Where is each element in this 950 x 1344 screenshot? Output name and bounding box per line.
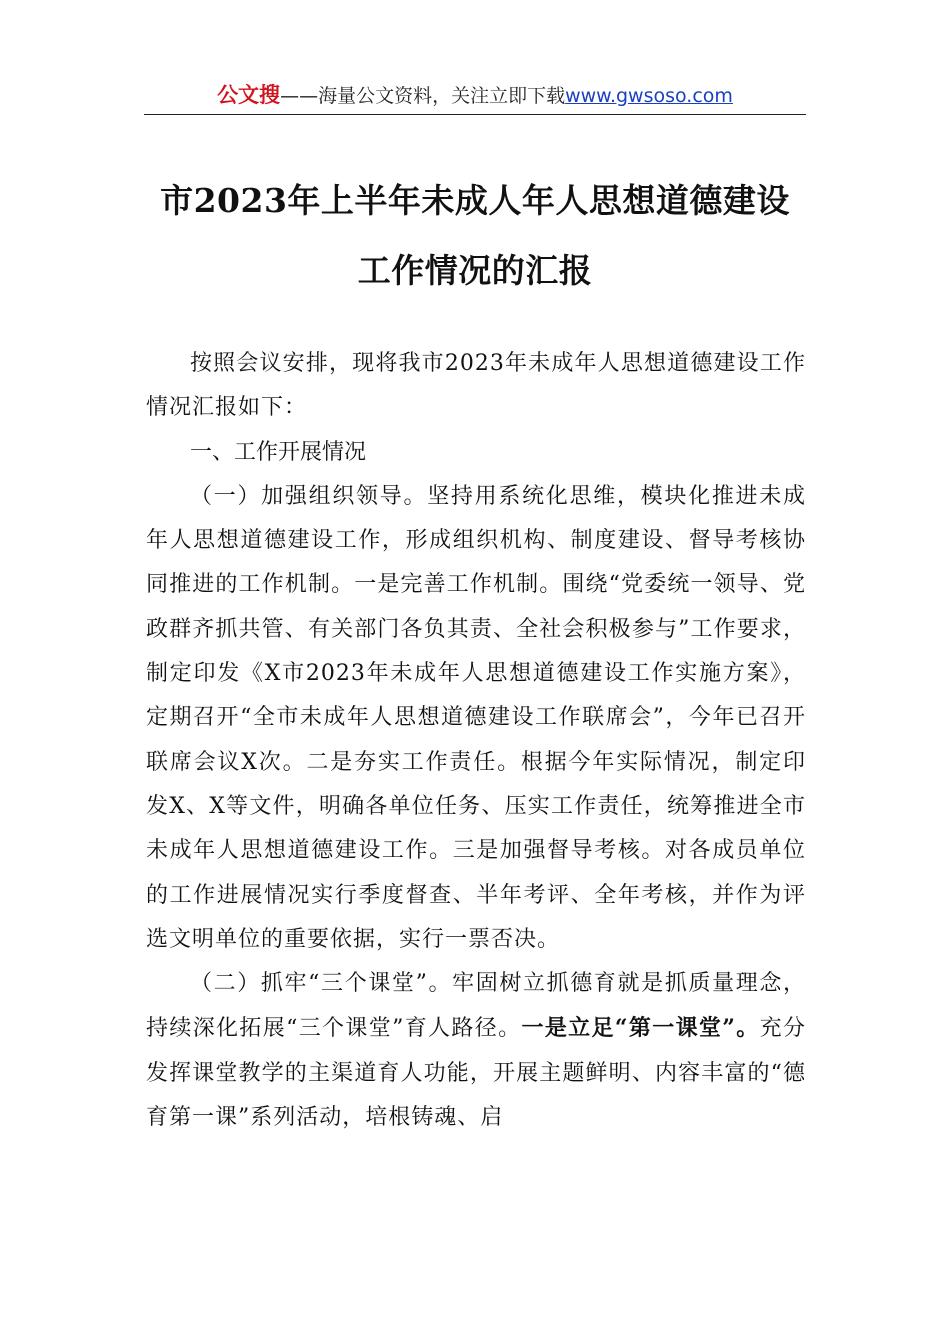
- document-header: [144, 78, 806, 112]
- paragraph-rest-text: 充分发挥课堂教学的主渠道育人功能，开展主题鲜明、内容丰富的“德育第一课”系列活动，培根铸魂、启: [146, 1016, 806, 1131]
- paragraph-organization: （一）加强组织领导。坚持用系统化思维，模块化推进未成年人思想道德建设工作，形成组织机构、制度建设、督导考核协同推进的工作机制。一是完善工作机制。围绕“党委统一领导、党政群齐抓共管、有关部门各负其责、全社会积极参与”工作要求，制定印发《X市2023年未成年人思想道德建设工作实施方案》，定期召开“全市未成年人思想道德建设工作联席会”，今年已召开联席会议X次。二是夯实工作责任。根据今年实际情况，制定印发X、X等文件，明确各单位任务、压实工作责任，统筹推进全市未成年人思想道德建设工作。三是加强督导考核。对各成员单位的工作进展情况实行季度督查、半年考评、全年考核，并作为评选文明单位的重要依据，实行一票否决。: [146, 483, 806, 952]
- intro-paragraph: 按照会议安排，现将我市2023年未成年人思想道德建设工作情况汇报如下：: [146, 351, 806, 421]
- paragraph-three-classrooms: [146, 962, 806, 1140]
- brand-logo-text: 公文搜: [217, 83, 281, 107]
- header-tagline: ——海量公文资料，关注立即下载: [280, 85, 566, 107]
- paragraph-lead-text: （二）抓牢“三个课堂”。牢固树立抓德育就是抓质量理念，持续深化拓展“三个课堂”育人路径。: [146, 971, 806, 1042]
- header-divider: [144, 114, 806, 115]
- document-title-line-2: 工作情况的汇报: [357, 251, 593, 290]
- site-link[interactable]: www.gwsoso.com: [565, 85, 733, 107]
- paragraph-bold-phrase: 一是立足“第一课堂”。: [521, 1015, 760, 1042]
- document-title-line-1: 市2023年上半年未成人年人思想道德建设: [160, 181, 790, 220]
- section-heading: 一、工作开展情况: [190, 439, 367, 465]
- document-body: [146, 342, 806, 1140]
